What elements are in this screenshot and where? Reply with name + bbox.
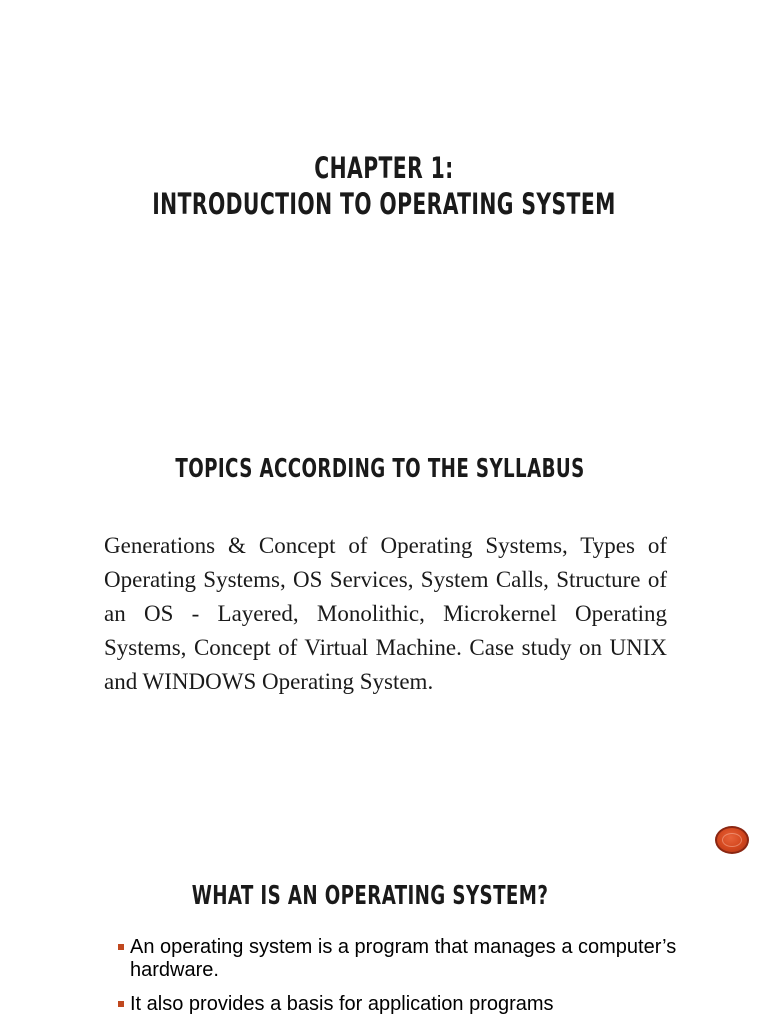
- slide-syllabus-topics: [0, 410, 768, 810]
- bullet-text: It also provides a basis for application programs: [130, 993, 554, 1015]
- topics-heading: TOPICS ACCORDING TO THE SYLLABUS: [175, 454, 585, 484]
- list-item: [118, 993, 678, 1016]
- square-bullet-icon: [118, 944, 124, 950]
- slide-what-is-os: [0, 810, 768, 1024]
- chapter-title-line-1: CHAPTER 1:: [314, 151, 454, 185]
- square-bullet-icon: [118, 1001, 124, 1007]
- bullet-text: An operating system is a program that manages a computer’s hardware.: [130, 936, 677, 981]
- list-item: [118, 936, 678, 982]
- chapter-title: [116, 150, 653, 222]
- what-is-os-heading: WHAT IS AN OPERATING SYSTEM?: [191, 881, 549, 911]
- slide-nav-dot-icon[interactable]: [715, 826, 749, 854]
- chapter-title-line-2: INTRODUCTION TO OPERATING SYSTEM: [152, 187, 616, 221]
- slide-chapter-title: [0, 0, 768, 410]
- syllabus-body-text: Generations & Concept of Operating Systems, Types of Operating Systems, OS Services, System Calls, Structure of an OS - Layered, Monolithic, Microkernel Operating Systems, Concept of Virtual Machine. Case study on UNIX and WINDOWS Operating System.: [104, 533, 667, 694]
- bullet-list: [118, 936, 678, 1024]
